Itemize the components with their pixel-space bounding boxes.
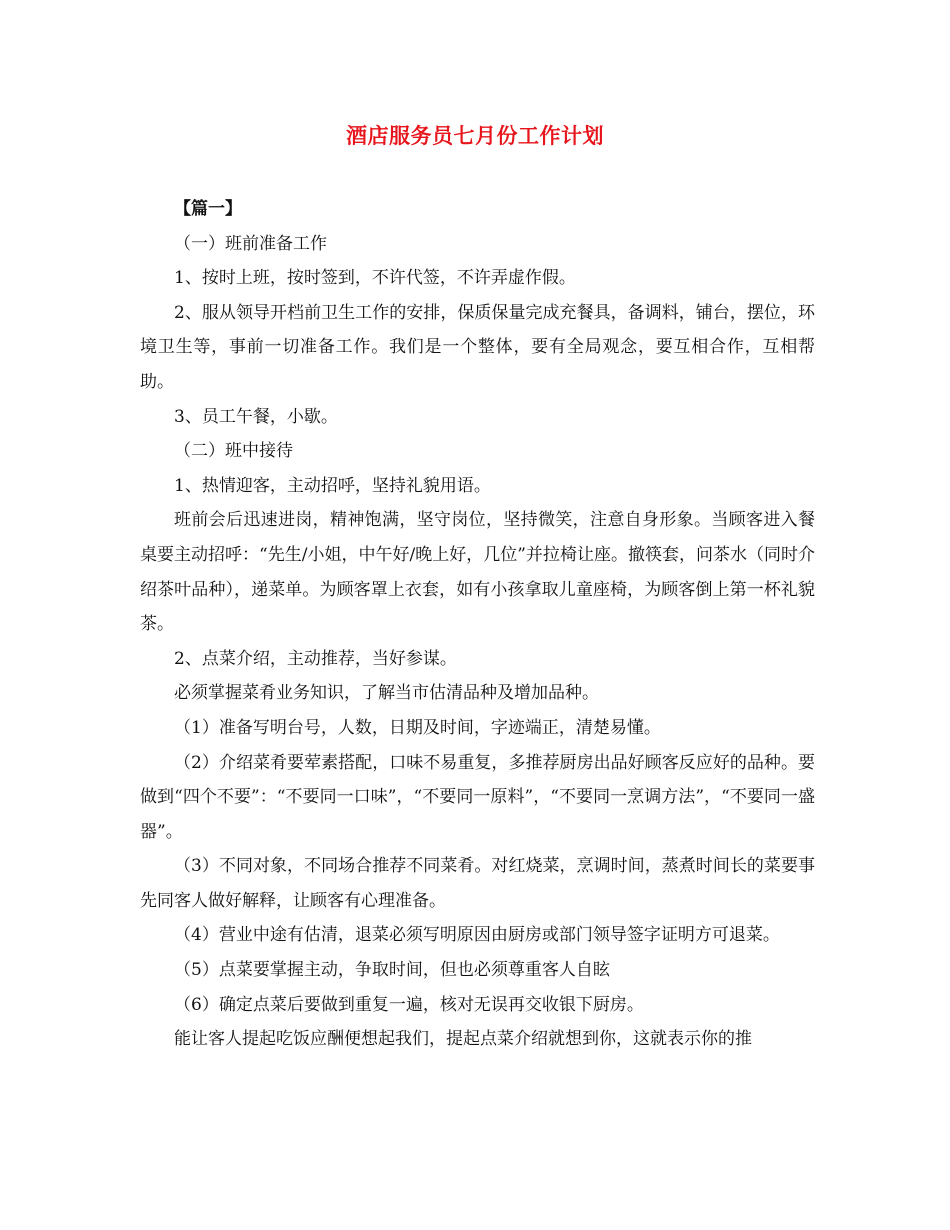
paragraph: （3）不同对象，不同场合推荐不同菜肴。对红烧菜，烹调时间，蒸煮时间长的菜要事先同客人做好解释，让顾客有心理准备。 xyxy=(140,856,815,911)
subheading: （一）班前准备工作 xyxy=(174,233,327,254)
section-heading: 【篇一】 xyxy=(174,199,242,219)
paragraph: （5）点菜要掌握主动，争取时间，但也必须尊重客人自眩 xyxy=(174,960,610,981)
paragraph: 必须掌握菜肴业务知识，了解当市估清品种及增加品种。 xyxy=(174,683,599,704)
paragraph: 班前会后迅速进岗，精神饱满，坚守岗位，坚持微笑，注意自身形象。当顾客进入餐桌要主动招呼：“先生/小姐，中午好/晚上好，几位”并拉椅让座。撤筷套，问茶水（同时介绍茶叶品种），递菜单。为顾客罩上衣套，如有小孩拿取儿童座椅，为顾客倒上第一杯礼貌茶。 xyxy=(140,510,815,635)
paragraph: 2、服从领导开档前卫生工作的安排，保质保量完成充餐具，备调料，铺台，摆位，环境卫生等，事前一切准备工作。我们是一个整体，要有全局观念，要互相合作，互相帮助。 xyxy=(140,302,815,392)
paragraph: 能让客人提起吃饭应酬便想起我们，提起点菜介绍就想到你，这就表示你的推 xyxy=(174,1029,752,1050)
paragraph: 2、点菜介绍，主动推荐，当好参谋。 xyxy=(174,648,457,669)
subheading: （二）班中接待 xyxy=(174,441,293,462)
paragraph: （1）准备写明台号，人数，日期及时间，字迹端正，清楚易懂。 xyxy=(174,717,661,738)
document-title: 酒店服务员七月份工作计划 xyxy=(346,123,604,148)
paragraph: 1、热情迎客，主动招呼，坚持礼貌用语。 xyxy=(174,475,491,496)
paragraph: （4）营业中途有估清，退菜必须写明原因由厨房或部门领导签字证明方可退菜。 xyxy=(174,925,780,946)
paragraph: 1、按时上班，按时签到，不许代签，不许弄虚作假。 xyxy=(174,268,576,289)
paragraph: 3、员工午餐，小歇。 xyxy=(174,406,338,427)
document-body xyxy=(140,192,815,1057)
paragraph: （2）介绍菜肴要荤素搭配，口味不易重复，多推荐厨房出品好顾客反应好的品种。要做到“四个不要”：“不要同一口味”，“不要同一原料”，“不要同一烹调方法”，“不要同一盛器”。 xyxy=(140,752,815,842)
paragraph: （6）确定点菜后要做到重复一遍，核对无误再交收银下厨房。 xyxy=(174,994,644,1015)
